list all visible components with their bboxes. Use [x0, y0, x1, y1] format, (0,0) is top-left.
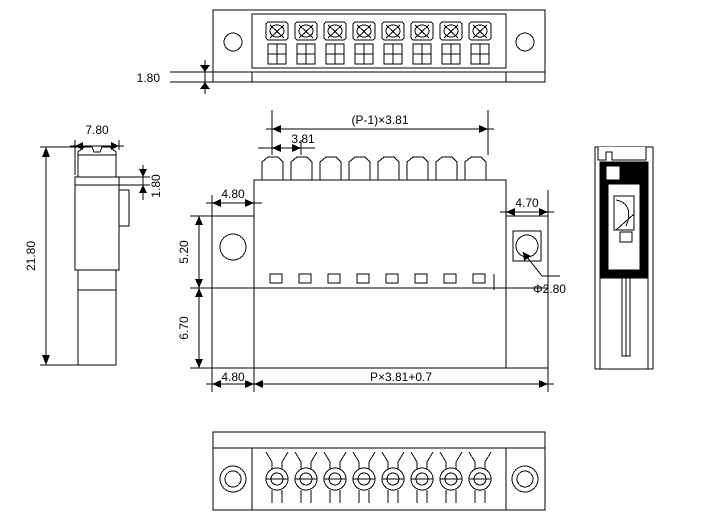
front-view [190, 110, 560, 392]
dim-label-side-1-80: 1.80 [149, 174, 163, 198]
dim-label-21-80: 21.80 [24, 240, 38, 272]
right-section-view [595, 147, 653, 369]
dim-label-top-1-80: 1.80 [136, 71, 160, 85]
bottom-view [213, 432, 545, 510]
dim-label-p-1-x-3-81: (P-1)×3.81 [351, 113, 409, 127]
top-view [170, 10, 545, 94]
dim-6-70 [190, 288, 212, 368]
dim-label-3-81: 3.81 [291, 132, 315, 146]
left-side-view [40, 140, 150, 365]
dim-top-1-80 [170, 60, 213, 94]
dim-label-6-70: 6.70 [177, 316, 191, 340]
dim-label-5-20: 5.20 [177, 240, 191, 264]
dim-label-4-80-upper: 4.80 [221, 187, 245, 201]
dim-21-80 [40, 147, 78, 365]
dim-label-7-80: 7.80 [85, 123, 109, 137]
dim-5-20 [190, 216, 212, 288]
dim-label-4-70: 4.70 [515, 196, 539, 210]
front-view-tabs [262, 157, 486, 180]
dim-label-hole-diameter: Φ2.80 [533, 282, 566, 296]
dim-label-p-x-3-81-plus-0-7: P×3.81+0.7 [369, 370, 433, 384]
dim-label-4-80-bottom: 4.80 [221, 370, 245, 384]
